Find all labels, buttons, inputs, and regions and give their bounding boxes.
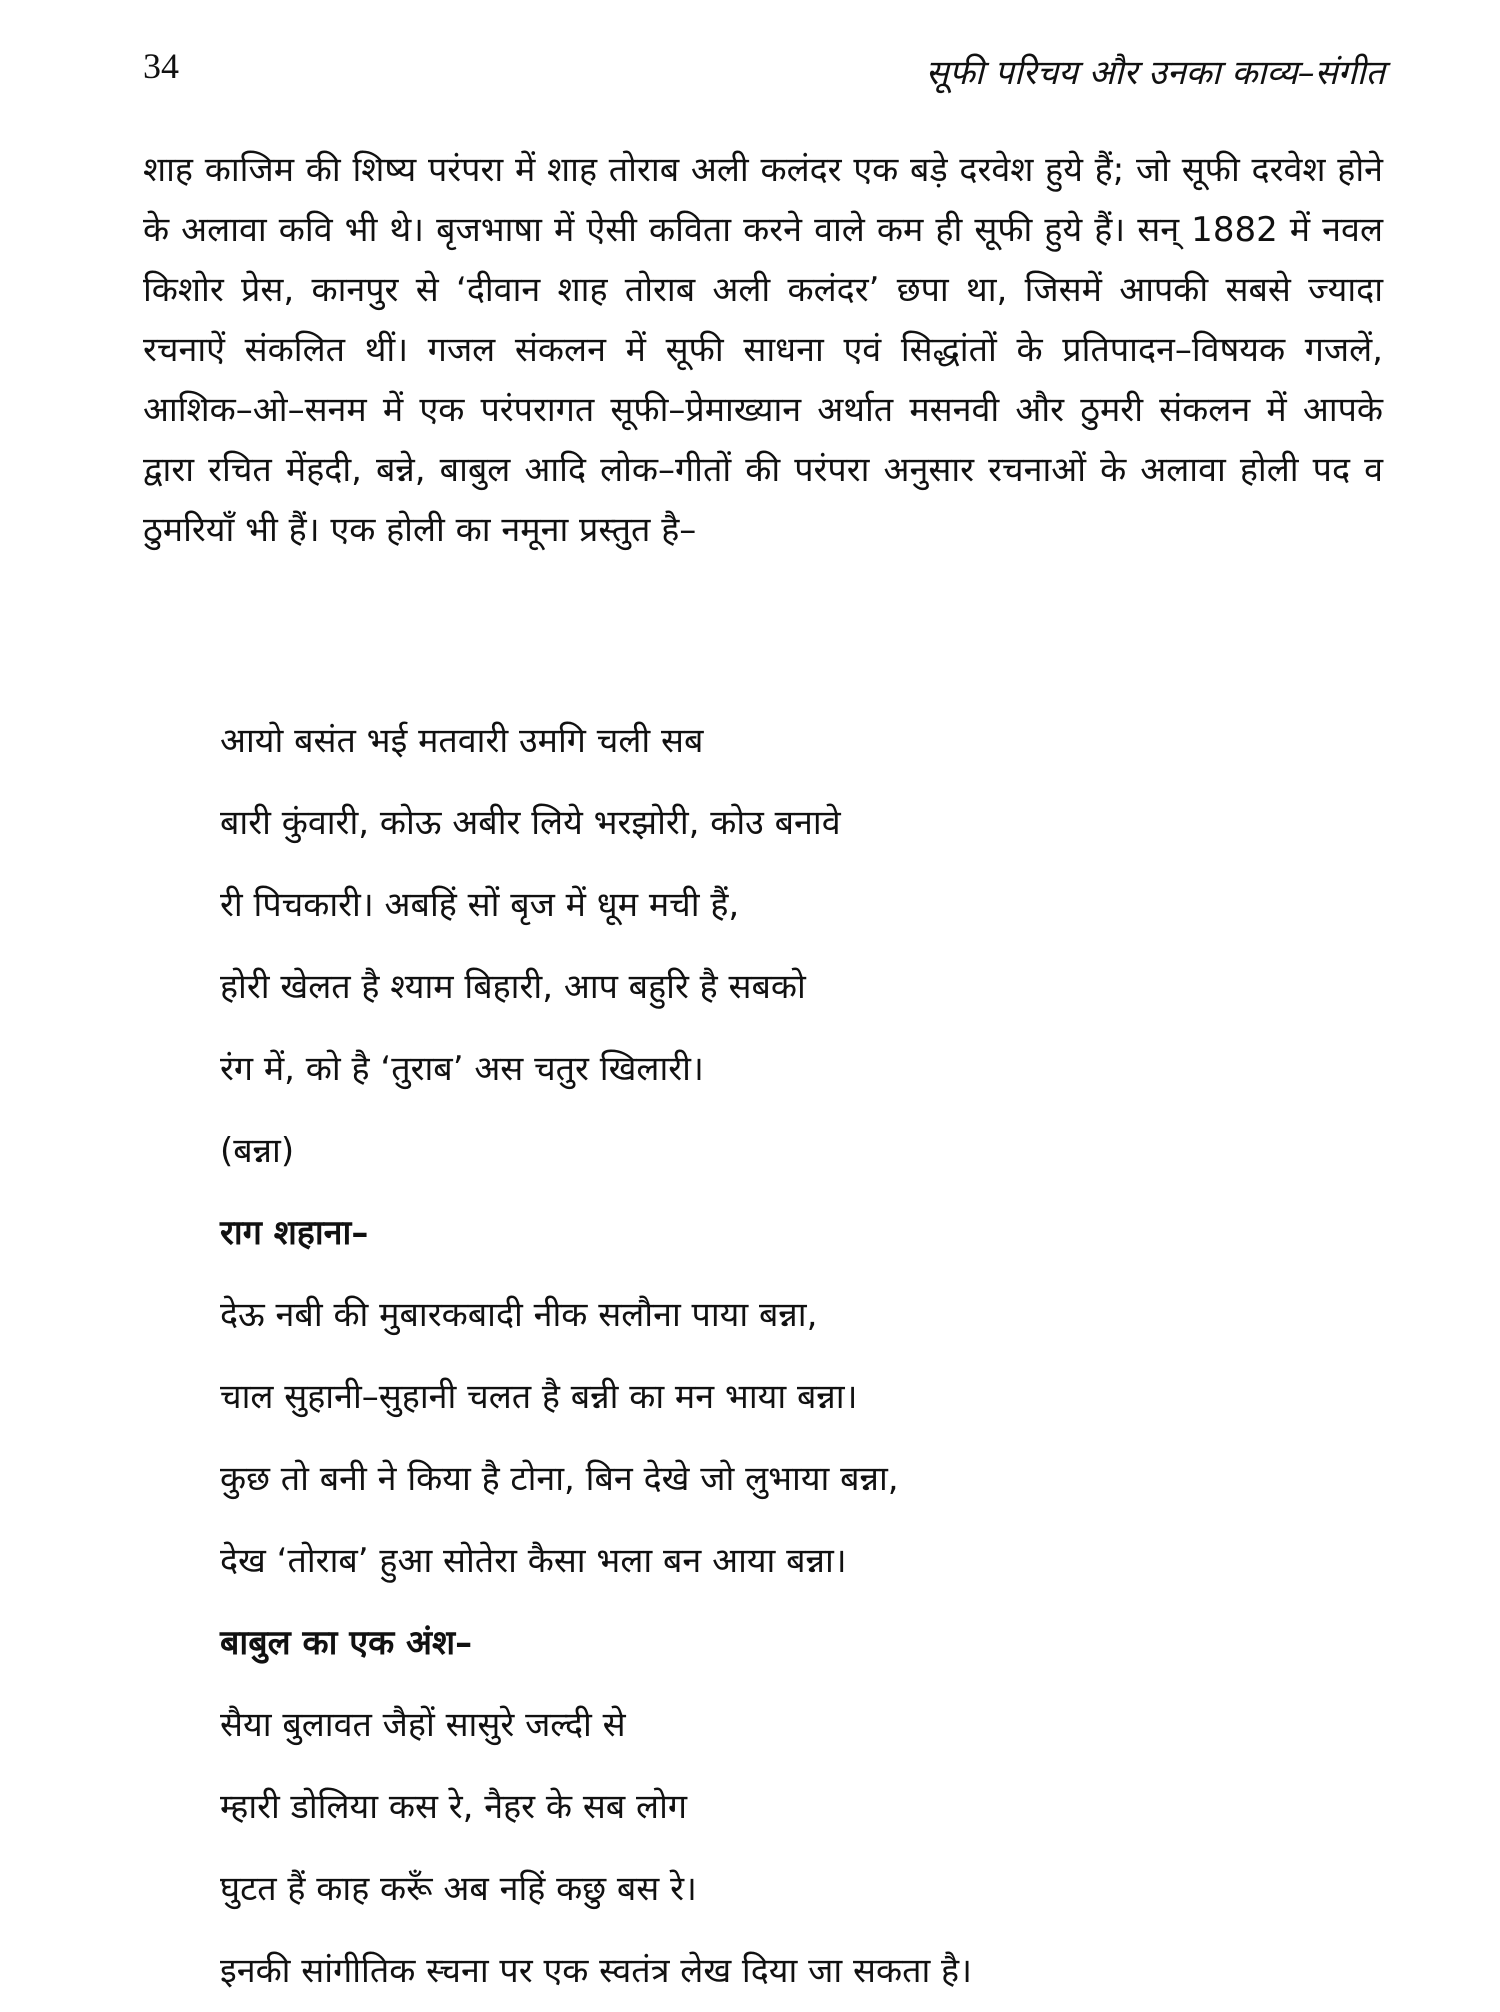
verse-line: सैया बुलावत जैहों सासुरे जल्दी से	[220, 1705, 626, 1745]
verse-line: घुटत हैं काह करूँ अब नहिं कछु बस रे।	[220, 1869, 697, 1909]
babul-heading: बाबुल का एक अंश–	[220, 1623, 473, 1663]
verse-line: होरी खेलत है श्याम बिहारी, आप बहुरि है सबको	[220, 967, 806, 1007]
verse-line: चाल सुहानी–सुहानी चलत है बन्नी का मन भाया बन्ना।	[220, 1377, 858, 1417]
verse-line: बारी कुंवारी, कोऊ अबीर लिये भरझोरी, कोउ बनावे	[220, 803, 841, 843]
verse-block	[220, 700, 1400, 2012]
verse-line: देऊ नबी की मुबारकबादी नीक सलौना पाया बन्ना,	[220, 1295, 818, 1335]
section-label: (बन्ना)	[220, 1131, 295, 1171]
body-paragraph: शाह काजिम की शिष्य परंपरा में शाह तोराब अली कलंदर एक बड़े दरवेश हुये हैं; जो सूफी दरवेश होने के अलावा कवि भी थे। बृजभाषा में ऐसी कविता करने वाले कम ही सूफी हुये हैं। सन् 1882 में नवल किशोर प्रेस, कानपुर से ‘दीवान शाह तोराब अली कलंदर’ छपा था, जिसमें आपकी सबसे ज्यादा रचनाऐं संकलित थीं। गजल संकलन में सूफी साधना एवं सिद्धांतों के प्रतिपादन–विषयक गजलें, आशिक–ओ–सनम में एक परंपरागत सूफी–प्रेमाख्यान अर्थात मसनवी और ठुमरी संकलन में आपके द्वारा रचित मेंहदी, बन्ने, बाबुल आदि लोक–गीतों की परंपरा अनुसार रचनाओं के अलावा होली पद व ठुमरियाँ भी हैं। एक होली का नमूना प्रस्तुत है–	[143, 150, 1383, 550]
verse-line: म्हारी डोलिया कस रे, नैहर के सब लोग	[220, 1787, 688, 1827]
verse-line: री पिचकारी। अबहिं सों बृज में धूम मची हैं,	[220, 885, 740, 925]
page-number: 34	[143, 46, 179, 86]
raga-heading: राग शहाना–	[220, 1213, 369, 1253]
running-title: सूफी परिचय और उनका काव्य–संगीत	[925, 53, 1385, 93]
verse-line: कुछ तो बनी ने किया है टोना, बिन देखे जो लुभाया बन्ना,	[220, 1459, 899, 1499]
verse-line: आयो बसंत भई मतवारी उमगि चली सब	[220, 721, 704, 761]
closing-line: इनकी सांगीतिक स्चना पर एक स्वतंत्र लेख दिया जा सकता है।	[220, 1951, 973, 1991]
verse-line: रंग में, को है ‘तुराब’ अस चतुर खिलारी।	[220, 1049, 704, 1089]
verse-line: देख ‘तोराब’ हुआ सोतेरा कैसा भला बन आया बन्ना।	[220, 1541, 847, 1581]
